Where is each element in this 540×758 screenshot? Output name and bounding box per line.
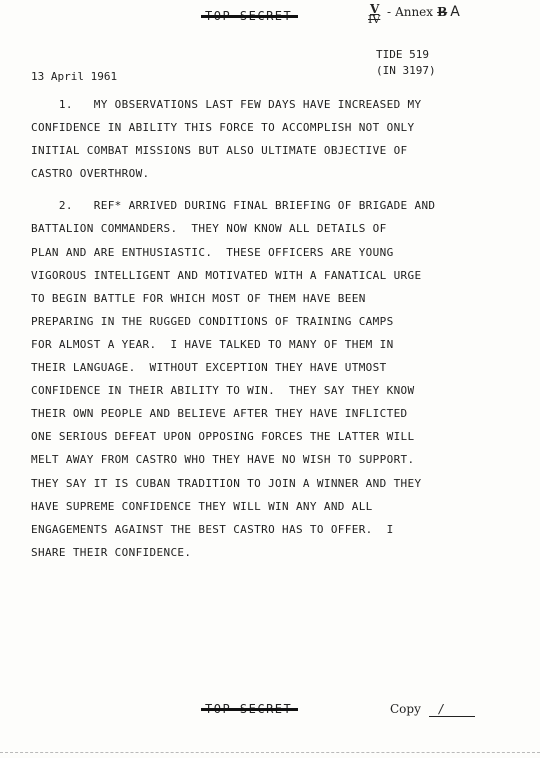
annex-separator: - xyxy=(387,5,392,19)
text-line: MELT AWAY FROM CASTRO WHO THEY HAVE NO WISH TO SUPPORT. xyxy=(31,453,415,467)
text-line: THEY SAY IT IS CUBAN TRADITION TO JOIN A WINNER AND THEY xyxy=(31,476,422,490)
text-line: SHARE THEIR CONFIDENCE. xyxy=(31,545,192,559)
text-line: PLAN AND ARE ENTHUSIASTIC. THESE OFFICERS ARE YOUNG xyxy=(31,245,394,259)
classification-marking-bottom xyxy=(205,702,292,716)
text-line: 1. MY OBSERVATIONS LAST FEW DAYS HAVE INCREASED MY xyxy=(31,98,422,111)
paragraph-2 xyxy=(31,200,531,570)
text-line: THEIR LANGUAGE. WITHOUT EXCEPTION THEY HAVE UTMOST xyxy=(31,361,387,375)
document-date: 13 April 1961 xyxy=(31,70,118,83)
annex-label: Annex xyxy=(395,5,434,19)
copy-number-field xyxy=(390,702,475,717)
text-line: INITIAL COMBAT MISSIONS BUT ALSO ULTIMATE OBJECTIVE OF xyxy=(31,144,408,158)
classification-strikeout-bottom xyxy=(201,708,298,711)
annex-roman-new: V xyxy=(370,2,380,16)
paragraph-1 xyxy=(31,99,531,191)
copy-number: / xyxy=(429,702,475,717)
text-line: ONE SERIOUS DEFEAT UPON OPPOSING FORCES THE LATTER WILL xyxy=(31,430,415,444)
reference-line-2: (IN 3197) xyxy=(376,64,436,77)
text-line: CONFIDENCE IN THEIR ABILITY TO WIN. THEY SAY THEY KNOW xyxy=(31,384,415,398)
text-line: CASTRO OVERTHROW. xyxy=(31,167,150,181)
annex-marking xyxy=(367,4,460,24)
scan-edge-line xyxy=(0,752,540,753)
classification-strikeout-top xyxy=(201,15,298,18)
text-line: VIGOROUS INTELLIGENT AND MOTIVATED WITH A FANATICAL URGE xyxy=(31,268,422,282)
annex-letter-old: B xyxy=(437,5,448,19)
text-line: THEIR OWN PEOPLE AND BELIEVE AFTER THEY HAVE INFLICTED xyxy=(31,407,408,421)
message-body xyxy=(31,99,531,570)
text-line: PREPARING IN THE RUGGED CONDITIONS OF TRAINING CAMPS xyxy=(31,314,394,328)
text-line: FOR ALMOST A YEAR. I HAVE TALKED TO MANY OF THEM IN xyxy=(31,337,394,351)
copy-label: Copy xyxy=(390,702,421,716)
annex-roman-numeral xyxy=(367,4,383,24)
annex-roman-old: IV xyxy=(368,13,381,26)
reference-line-1: TIDE 519 xyxy=(376,48,429,61)
message-reference xyxy=(376,47,436,79)
text-line: TO BEGIN BATTLE FOR WHICH MOST OF THEM HAVE BEEN xyxy=(31,291,366,305)
text-line: HAVE SUPREME CONFIDENCE THEY WILL WIN ANY AND ALL xyxy=(31,499,373,513)
classification-marking-top xyxy=(205,9,292,23)
text-line: CONFIDENCE IN ABILITY THIS FORCE TO ACCOMPLISH NOT ONLY xyxy=(31,121,415,135)
text-line: BATTALION COMMANDERS. THEY NOW KNOW ALL DETAILS OF xyxy=(31,222,387,236)
text-line: 2. REF* ARRIVED DURING FINAL BRIEFING OF BRIGADE AND xyxy=(31,199,436,213)
annex-letter-new: A xyxy=(450,4,460,20)
text-line: ENGAGEMENTS AGAINST THE BEST CASTRO HAS TO OFFER. I xyxy=(31,522,394,536)
